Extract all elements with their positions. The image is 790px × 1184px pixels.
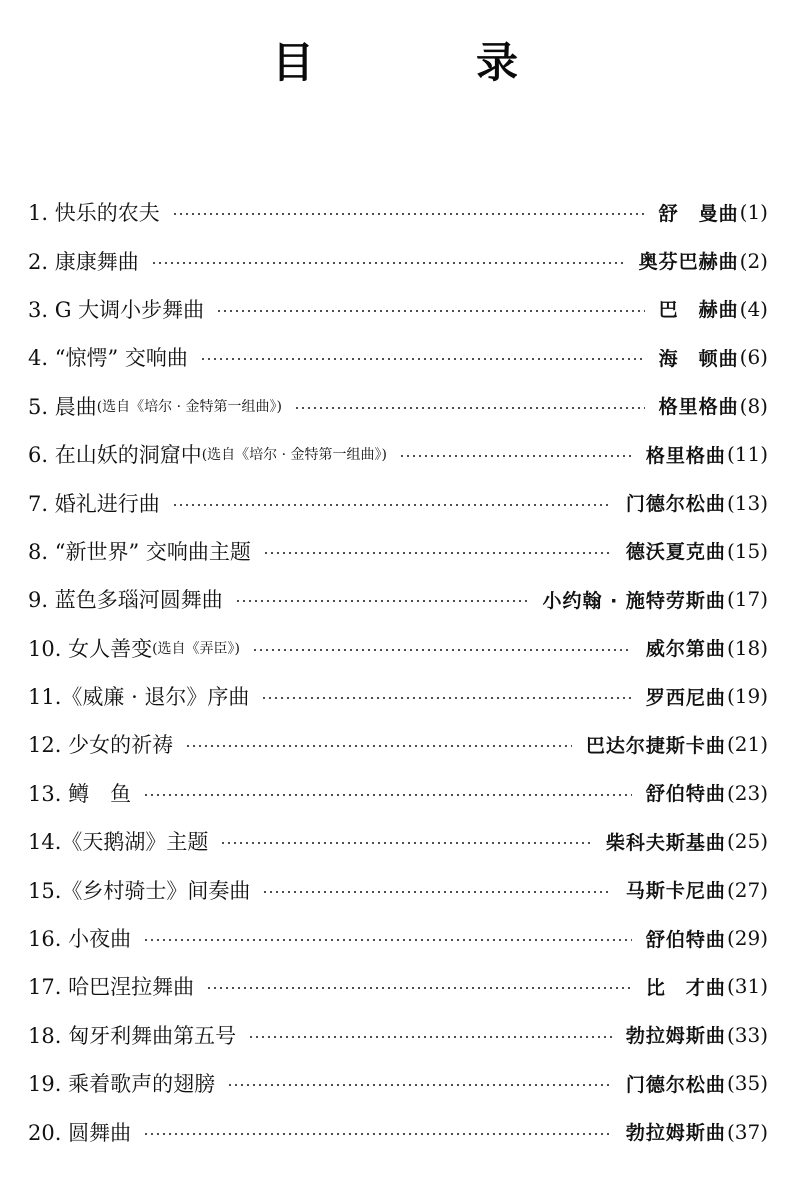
dot-leader [206, 987, 632, 989]
entry-composer: 格里格曲 [645, 444, 726, 467]
entry-composer: 门德尔松曲 [625, 493, 726, 516]
entry-composer: 比 才曲 [645, 976, 726, 999]
entry-page-number: (6) [739, 345, 768, 370]
dot-leader [143, 939, 632, 941]
toc-entry[interactable] [28, 333, 768, 381]
toc-entry[interactable] [28, 1107, 768, 1155]
entry-title: 14.《天鹅湖》主题 [28, 830, 209, 855]
entry-title: 17. 哈巴涅拉舞曲 [28, 975, 195, 1000]
entry-page-number: (15) [726, 538, 768, 563]
dot-leader [263, 552, 612, 554]
entry-composer: 小约翰 · 施特劳斯曲 [542, 589, 726, 612]
dot-leader [261, 697, 631, 699]
entry-title: 10. 女人善变 [28, 636, 153, 661]
toc-entry[interactable] [28, 1059, 768, 1107]
dot-leader [262, 891, 612, 893]
dot-leader [399, 455, 632, 457]
entry-page-number: (31) [726, 974, 768, 999]
entry-title: 11.《威廉 · 退尔》序曲 [28, 685, 250, 710]
table-of-contents [28, 188, 768, 1156]
toc-entry[interactable] [28, 865, 768, 913]
toc-entry[interactable] [28, 962, 768, 1010]
toc-entry[interactable] [28, 527, 768, 575]
entry-title: 9. 蓝色多瑙河圆舞曲 [28, 588, 223, 613]
dot-leader [216, 310, 644, 312]
entry-composer: 舒伯特曲 [645, 783, 726, 806]
entry-page-number: (8) [739, 393, 768, 418]
toc-entry[interactable] [28, 285, 768, 333]
entry-page-number: (19) [726, 684, 768, 709]
entry-title: 12. 少女的祈祷 [28, 733, 174, 758]
toc-entry[interactable] [28, 720, 768, 768]
entry-title: 18. 匈牙利舞曲第五号 [28, 1023, 237, 1048]
entry-composer: 海 顿曲 [658, 347, 739, 370]
entry-page-number: (13) [726, 490, 768, 515]
toc-entry[interactable] [28, 236, 768, 284]
entry-title: 3. G 大调小步舞曲 [28, 297, 205, 322]
dot-leader [248, 1036, 612, 1038]
dot-leader [220, 842, 592, 844]
entry-title: 7. 婚礼进行曲 [28, 491, 160, 516]
entry-note: (选自《弄臣》) [152, 640, 241, 657]
entry-composer: 柴科夫斯基曲 [605, 831, 726, 854]
entry-composer: 勃拉姆斯曲 [625, 1025, 726, 1048]
entry-composer: 巴达尔捷斯卡曲 [585, 734, 726, 757]
dot-leader [172, 504, 612, 506]
dot-leader [151, 262, 625, 264]
dot-leader [143, 1133, 612, 1135]
toc-entry[interactable] [28, 624, 768, 672]
entry-composer: 格里格曲 [658, 396, 739, 419]
entry-title: 2. 康康舞曲 [28, 249, 139, 274]
entry-composer: 德沃夏克曲 [625, 541, 726, 564]
entry-title: 15.《乡村骑士》间奏曲 [28, 878, 251, 903]
entry-page-number: (35) [726, 1071, 768, 1096]
entry-page-number: (25) [726, 829, 768, 854]
entry-composer: 舒 曼曲 [658, 202, 739, 225]
dot-leader [294, 407, 645, 409]
dot-leader [185, 745, 572, 747]
page-title: 目 录 [271, 38, 578, 87]
toc-entry[interactable] [28, 382, 768, 430]
toc-entry[interactable] [28, 430, 768, 478]
entry-composer: 奥芬巴赫曲 [638, 251, 739, 274]
toc-entry[interactable] [28, 914, 768, 962]
entry-page-number: (17) [726, 587, 768, 612]
entry-note: (选自《培尔 · 金特第一组曲》) [201, 447, 387, 464]
entry-composer: 门德尔松曲 [625, 1073, 726, 1096]
entry-title: 16. 小夜曲 [28, 927, 132, 952]
entry-composer: 舒伯特曲 [645, 928, 726, 951]
entry-composer: 勃拉姆斯曲 [625, 1122, 726, 1145]
entry-title: 6. 在山妖的洞窟中 [28, 443, 202, 468]
entry-composer: 马斯卡尼曲 [625, 880, 726, 903]
entry-composer: 威尔第曲 [645, 638, 726, 661]
entry-note: (选自《培尔 · 金特第一组曲》) [96, 398, 282, 415]
dot-leader [252, 649, 632, 651]
dot-leader [200, 358, 645, 360]
toc-entry[interactable] [28, 1011, 768, 1059]
entry-page-number: (27) [726, 877, 768, 902]
entry-page-number: (23) [726, 780, 768, 805]
dot-leader [227, 1084, 612, 1086]
dot-leader [172, 213, 645, 215]
entry-title: 8. “新世界” 交响曲主题 [28, 539, 251, 564]
entry-composer: 巴 赫曲 [658, 299, 739, 322]
entry-page-number: (11) [726, 442, 768, 467]
entry-page-number: (29) [726, 926, 768, 951]
toc-entry[interactable] [28, 575, 768, 623]
toc-entry[interactable] [28, 817, 768, 865]
toc-entry[interactable] [28, 769, 768, 817]
entry-page-number: (21) [726, 732, 768, 757]
dot-leader [235, 600, 529, 602]
entry-title: 4. “惊愕” 交响曲 [28, 346, 188, 371]
entry-page-number: (37) [726, 1119, 768, 1144]
entry-page-number: (33) [726, 1022, 768, 1047]
entry-page-number: (4) [739, 296, 768, 321]
dot-leader [143, 794, 632, 796]
entry-title: 20. 圆舞曲 [28, 1120, 132, 1145]
entry-title: 13. 鳟 鱼 [28, 781, 132, 806]
entry-page-number: (1) [739, 200, 768, 225]
entry-title: 1. 快乐的农夫 [28, 201, 160, 226]
entry-page-number: (18) [726, 635, 768, 660]
toc-entry[interactable] [28, 672, 768, 720]
entry-title: 19. 乘着歌声的翅膀 [28, 1072, 216, 1097]
entry-title: 5. 晨曲 [28, 394, 97, 419]
toc-entry[interactable] [28, 188, 768, 236]
entry-composer: 罗西尼曲 [645, 686, 726, 709]
toc-entry[interactable] [28, 478, 768, 526]
entry-page-number: (2) [739, 248, 768, 273]
